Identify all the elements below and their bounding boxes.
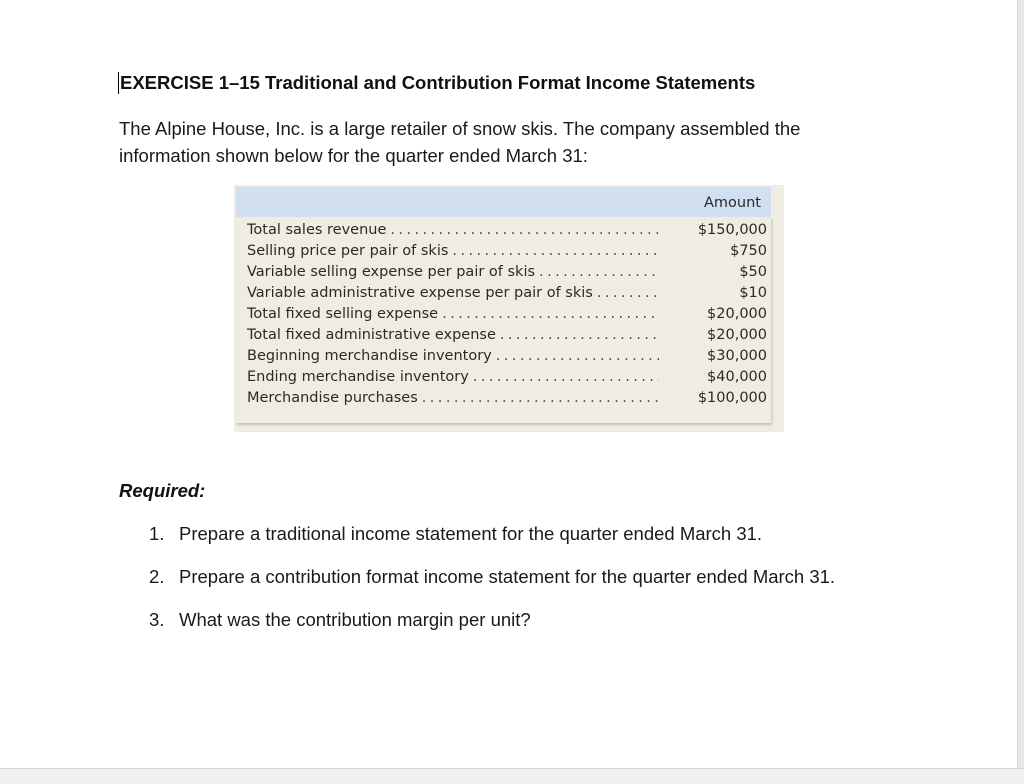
table-row: [247, 285, 767, 306]
item-number: 1.: [149, 523, 165, 544]
table-row: [247, 264, 767, 285]
exercise-intro: The Alpine House, Inc. is a large retailer of snow skis. The company assembled the information shown below for the quarter ended March 31:: [119, 118, 801, 166]
table-row: [247, 222, 767, 243]
table-row: [247, 243, 767, 264]
row-value: $40,000: [707, 369, 767, 385]
row-value: $20,000: [707, 306, 767, 322]
table-row: [247, 327, 767, 348]
bottom-status-bar: [0, 768, 1024, 784]
row-value: $30,000: [707, 348, 767, 364]
table-row: [247, 369, 767, 390]
row-label: Total fixed selling expense . . .: [247, 306, 659, 322]
row-value: $10: [739, 285, 767, 301]
row-label: Variable administrative expense per pair of skis . . .: [247, 285, 659, 301]
item-text: What was the contribution margin per unit?: [179, 609, 531, 630]
required-item: [149, 566, 835, 588]
table-row: [247, 348, 767, 369]
row-value: $750: [730, 243, 767, 259]
exercise-title: EXERCISE 1–15 Traditional and Contribution Format Income Statements: [120, 72, 756, 93]
text-cursor: [118, 72, 119, 94]
item-number: 3.: [149, 609, 165, 630]
table-row: [247, 390, 767, 411]
row-label: Total fixed administrative expense . . .: [247, 327, 659, 343]
row-label: Variable selling expense per pair of skis . . .: [247, 264, 659, 280]
table-header-band: [236, 187, 771, 217]
table-body: [236, 217, 771, 423]
required-heading: Required:: [119, 480, 206, 501]
item-text: Prepare a traditional income statement for the quarter ended March 31.: [179, 523, 763, 544]
row-label: Beginning merchandise inventory . . .: [247, 348, 659, 364]
row-label: Merchandise purchases . . .: [247, 390, 659, 406]
row-label: Ending merchandise inventory . . .: [247, 369, 659, 385]
required-item: [149, 523, 762, 545]
vertical-scrollbar[interactable]: [1017, 0, 1024, 784]
amount-column-header: Amount: [704, 195, 761, 211]
row-value: $150,000: [697, 222, 767, 238]
data-table: [234, 185, 784, 432]
item-number: 2.: [149, 566, 165, 587]
item-text: Prepare a contribution format income statement for the quarter ended March 31.: [179, 566, 836, 587]
required-item: [149, 609, 531, 631]
row-value: $100,000: [697, 390, 767, 406]
table-row: [247, 306, 767, 327]
row-label: Total sales revenue . . .: [247, 222, 659, 238]
row-value: $50: [739, 264, 767, 280]
row-label: Selling price per pair of skis . . .: [247, 243, 659, 259]
row-value: $20,000: [707, 327, 767, 343]
